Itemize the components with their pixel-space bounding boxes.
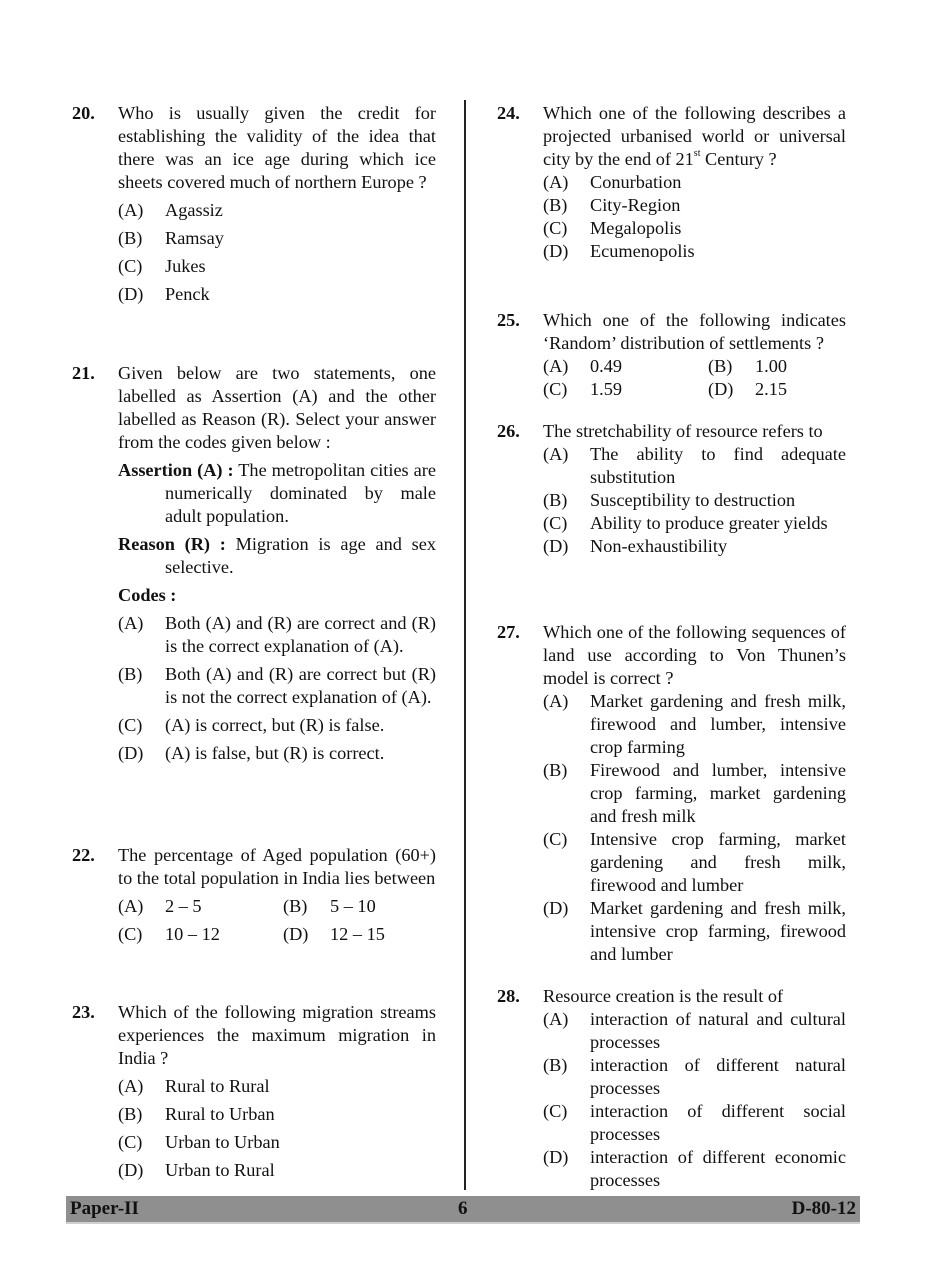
option-d xyxy=(543,1146,846,1192)
option-label: (D) xyxy=(118,284,144,304)
option-label: (D) xyxy=(543,536,569,556)
option-d xyxy=(118,742,436,765)
option-text: Firewood and lumber, intensive crop farming, market gardening and fresh milk xyxy=(590,760,846,826)
question-text-main: Resource creation is the result of xyxy=(543,986,784,1006)
question-text-main: The percentage of Aged population (60+) to the total population in India lies between xyxy=(118,845,436,888)
option-text: Ability to produce greater yields xyxy=(590,513,828,533)
option-text: Rural to Rural xyxy=(165,1076,270,1096)
option-label: (B) xyxy=(543,760,568,780)
option-row xyxy=(543,355,846,378)
option-label: (C) xyxy=(118,256,143,276)
column-divider xyxy=(464,100,466,1190)
option-text: 5 – 10 xyxy=(330,896,376,916)
question-number: 24. xyxy=(497,103,520,123)
question-22 xyxy=(72,844,436,946)
question-body xyxy=(543,102,846,263)
option-label: (D) xyxy=(543,241,569,261)
question-text xyxy=(543,102,846,171)
question-text-main: Which one of the following indicates ‘Random’ distribution of settlements ? xyxy=(543,310,846,353)
option-text: Susceptibility to destruction xyxy=(590,490,796,510)
question-24 xyxy=(497,102,846,263)
option-text: 2.15 xyxy=(755,379,787,399)
option-c xyxy=(118,923,283,946)
question-20 xyxy=(72,102,436,306)
codes-label: Codes : xyxy=(118,585,177,605)
option-text: Megalopolis xyxy=(590,218,682,238)
option-label: (C) xyxy=(543,513,568,533)
question-text-main: Given below are two statements, one labelled as Assertion (A) and the other labelled as Reason (R). Select your answer from the codes given below : xyxy=(118,363,436,452)
question-body xyxy=(118,362,436,765)
question-21 xyxy=(72,362,436,765)
question-number: 27. xyxy=(497,622,520,642)
option-text: Conurbation xyxy=(590,172,682,192)
question-number: 20. xyxy=(72,103,95,123)
option-label: (B) xyxy=(543,490,568,510)
option-text: 2 – 5 xyxy=(165,896,202,916)
question-text-main: Which one of the following describes a projected urbanised world or universal city by the end of 21 xyxy=(543,103,846,169)
option-label: (B) xyxy=(543,195,568,215)
option-label: (D) xyxy=(708,379,734,399)
option-a xyxy=(543,171,846,194)
reason-text: Migration is age and sex selective. xyxy=(165,534,436,577)
option-text: (A) is correct, but (R) is false. xyxy=(165,715,385,735)
question-body xyxy=(543,985,846,1192)
option-c xyxy=(543,828,846,897)
option-label: (A) xyxy=(543,691,569,711)
option-text: interaction of different economic processes xyxy=(590,1147,846,1190)
option-text: 1.00 xyxy=(755,356,787,376)
question-number: 23. xyxy=(72,1002,95,1022)
option-a xyxy=(118,612,436,658)
option-b xyxy=(118,663,436,709)
option-row xyxy=(118,923,436,946)
question-number: 21. xyxy=(72,363,95,383)
option-text: Market gardening and fresh milk, intensive crop farming, firewood and lumber xyxy=(590,898,846,964)
assertion-statement xyxy=(118,459,436,528)
question-text-after: Century ? xyxy=(705,149,777,169)
question-text-main: Who is usually given the credit for establishing the validity of the idea that there was an ice age during which ice sheets covered much of northern Europe ? xyxy=(118,103,436,192)
option-a xyxy=(543,355,708,378)
option-a xyxy=(543,690,846,759)
question-body xyxy=(118,844,436,946)
option-d xyxy=(543,535,846,558)
question-number: 25. xyxy=(497,310,520,330)
option-text: 12 – 15 xyxy=(330,924,385,944)
option-b xyxy=(283,895,448,918)
option-label: (D) xyxy=(118,1160,144,1180)
option-a xyxy=(118,1075,436,1098)
option-label: (C) xyxy=(543,379,568,399)
option-b xyxy=(543,489,846,512)
option-text: Urban to Urban xyxy=(165,1132,280,1152)
option-b xyxy=(543,759,846,828)
question-text xyxy=(543,985,846,1008)
question-body xyxy=(543,309,846,401)
option-label: (C) xyxy=(118,1132,143,1152)
assertion-label: Assertion (A) : xyxy=(118,460,234,480)
question-body xyxy=(118,102,436,306)
option-a xyxy=(118,895,283,918)
option-text: Market gardening and fresh milk, firewood and lumber, intensive crop farming xyxy=(590,691,846,757)
option-text: 1.59 xyxy=(590,379,622,399)
option-text: (A) is false, but (R) is correct. xyxy=(165,743,385,763)
option-text: Ramsay xyxy=(165,228,224,248)
option-c xyxy=(118,1131,436,1154)
option-a xyxy=(543,443,846,489)
option-text: interaction of different natural processes xyxy=(590,1055,846,1098)
option-d xyxy=(543,897,846,966)
option-label: (C) xyxy=(543,218,568,238)
option-text: The ability to find adequate substitution xyxy=(590,444,846,487)
option-label: (A) xyxy=(118,1076,144,1096)
page-footer xyxy=(66,1196,860,1224)
option-b xyxy=(118,227,436,250)
question-text-main: The stretchability of resource refers to xyxy=(543,421,823,441)
option-d xyxy=(283,923,448,946)
option-text: interaction of different social processes xyxy=(590,1101,846,1144)
assertion-text: The metropolitan cities are numerically dominated by male adult population. xyxy=(165,460,436,526)
option-row xyxy=(118,895,436,918)
option-text: City-Region xyxy=(590,195,681,215)
option-text: 10 – 12 xyxy=(165,924,220,944)
option-text: Non-exhaustibility xyxy=(590,536,728,556)
page-number: 6 xyxy=(458,1198,468,1219)
reason-statement xyxy=(118,533,436,579)
reason-label: Reason (R) : xyxy=(118,534,226,554)
option-label: (D) xyxy=(283,924,309,944)
option-label: (C) xyxy=(543,1101,568,1121)
option-d xyxy=(118,283,436,306)
question-body xyxy=(543,621,846,966)
question-text xyxy=(543,420,846,443)
question-text xyxy=(118,844,436,890)
question-text xyxy=(118,1001,436,1070)
option-c xyxy=(543,378,708,401)
option-a xyxy=(118,199,436,222)
question-26 xyxy=(497,420,846,558)
option-row xyxy=(543,378,846,401)
option-a xyxy=(543,1008,846,1054)
option-b xyxy=(543,194,846,217)
option-label: (C) xyxy=(543,829,568,849)
question-text xyxy=(543,621,846,690)
option-label: (B) xyxy=(708,356,733,376)
question-number: 22. xyxy=(72,845,95,865)
option-text: 0.49 xyxy=(590,356,622,376)
option-label: (A) xyxy=(118,896,144,916)
option-c xyxy=(543,1100,846,1146)
option-label: (C) xyxy=(118,715,143,735)
option-text: Rural to Urban xyxy=(165,1104,275,1124)
question-25 xyxy=(497,309,846,401)
option-text: Jukes xyxy=(165,256,206,276)
option-c xyxy=(118,255,436,278)
option-text: Both (A) and (R) are correct but (R) is not the correct explanation of (A). xyxy=(165,664,436,707)
option-label: (B) xyxy=(118,1104,143,1124)
option-label: (A) xyxy=(118,200,144,220)
option-label: (A) xyxy=(543,172,569,192)
question-text xyxy=(543,309,846,355)
option-c xyxy=(543,217,846,240)
option-text: interaction of natural and cultural processes xyxy=(590,1009,846,1052)
option-label: (B) xyxy=(118,664,143,684)
option-text: Both (A) and (R) are correct and (R) is the correct explanation of (A). xyxy=(165,613,436,656)
option-b xyxy=(543,1054,846,1100)
question-body xyxy=(543,420,846,558)
option-label: (A) xyxy=(543,1009,569,1029)
option-label: (A) xyxy=(543,356,569,376)
question-text-main: Which one of the following sequences of land use according to Von Thunen’s model is correct ? xyxy=(543,622,846,688)
option-label: (D) xyxy=(543,898,569,918)
option-label: (B) xyxy=(543,1055,568,1075)
question-text xyxy=(118,362,436,454)
option-text: Urban to Rural xyxy=(165,1160,275,1180)
option-label: (C) xyxy=(118,924,143,944)
option-label: (D) xyxy=(543,1147,569,1167)
question-number: 28. xyxy=(497,986,520,1006)
option-text: Ecumenopolis xyxy=(590,241,695,261)
option-b xyxy=(708,355,873,378)
option-label: (A) xyxy=(118,613,144,633)
option-d xyxy=(708,378,873,401)
option-label: (B) xyxy=(283,896,308,916)
question-28 xyxy=(497,985,846,1192)
option-c xyxy=(118,714,436,737)
option-label: (B) xyxy=(118,228,143,248)
option-d xyxy=(118,1159,436,1182)
paper-code: D-80-12 xyxy=(791,1198,856,1219)
option-label: (D) xyxy=(118,743,144,763)
question-number: 26. xyxy=(497,421,520,441)
question-text xyxy=(118,102,436,194)
paper-label: Paper-II xyxy=(70,1198,139,1219)
option-text: Penck xyxy=(165,284,210,304)
question-text-main: Which of the following migration streams experiences the maximum migration in India ? xyxy=(118,1002,436,1068)
option-d xyxy=(543,240,846,263)
question-body xyxy=(118,1001,436,1182)
option-label: (A) xyxy=(543,444,569,464)
option-text: Agassiz xyxy=(165,200,223,220)
superscript: st xyxy=(693,148,701,159)
option-text: Intensive crop farming, market gardening and fresh milk, firewood and lumber xyxy=(590,829,846,895)
question-23 xyxy=(72,1001,436,1182)
option-b xyxy=(118,1103,436,1126)
question-27 xyxy=(497,621,846,966)
option-c xyxy=(543,512,846,535)
